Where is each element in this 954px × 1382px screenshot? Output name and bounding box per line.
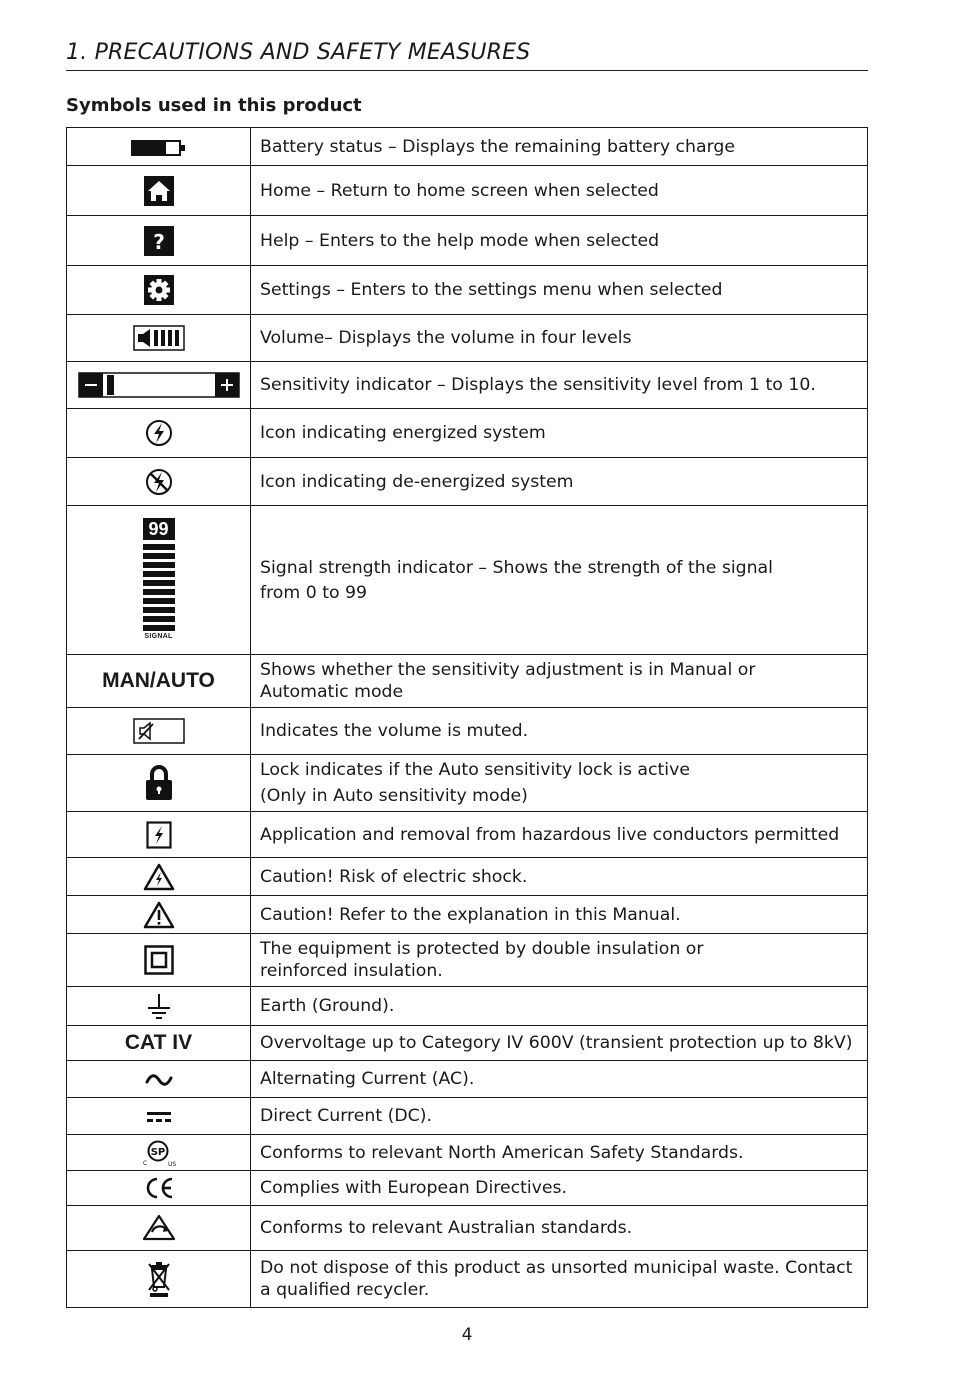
table-row (67, 128, 868, 166)
page-title: 1. PRECAUTIONS AND SAFETY MEASURES (66, 40, 868, 71)
row-description: Alternating Current (AC). (251, 1061, 868, 1098)
row-description: Caution! Risk of electric shock. (251, 858, 868, 896)
dc-icon (145, 1110, 173, 1124)
row-description: Settings – Enters to the settings menu when selected (251, 266, 868, 315)
symbols-table (66, 127, 868, 1308)
weee-bin-icon (147, 1260, 171, 1298)
page-number: 4 (461, 1325, 473, 1345)
row-description: Earth (Ground). (251, 987, 868, 1026)
sensitivity-slider-icon (78, 372, 240, 398)
ce-mark-icon (143, 1176, 175, 1200)
row-description-line: The equipment is protected by double insulation or (260, 939, 704, 959)
row-description: Icon indicating energized system (251, 409, 868, 458)
section-title: Symbols used in this product (66, 95, 362, 116)
table-row (67, 1135, 868, 1171)
table-row (67, 1026, 868, 1061)
row-description: Complies with European Directives. (251, 1171, 868, 1206)
battery-icon (131, 140, 187, 156)
table-row (67, 1206, 868, 1251)
table-row (67, 1098, 868, 1135)
row-description: Indicates the volume is muted. (251, 708, 868, 755)
table-row (67, 755, 868, 812)
table-row (67, 1061, 868, 1098)
ac-icon (145, 1072, 173, 1088)
mute-icon (133, 718, 185, 744)
table-row (67, 166, 868, 216)
home-icon (144, 176, 174, 206)
help-icon (144, 226, 174, 256)
table-row (67, 812, 868, 858)
row-description: Help – Enters to the help mode when selected (251, 216, 868, 266)
svg-text:C: C (142, 1159, 147, 1167)
row-description: Direct Current (DC). (251, 1098, 868, 1135)
table-row (67, 934, 868, 987)
row-description-line: Signal strength indicator – Shows the strength of the signal (260, 557, 773, 578)
row-description-line: Lock indicates if the Auto sensitivity lock is active (260, 760, 690, 780)
energized-icon (145, 419, 173, 447)
row-description: Battery status – Displays the remaining battery charge (251, 128, 868, 166)
svg-text:?: ? (152, 229, 165, 254)
table-row (67, 315, 868, 362)
table-row (67, 708, 868, 755)
row-description-line: (Only in Auto sensitivity mode) (260, 786, 528, 806)
row-description: Do not dispose of this product as unsorted municipal waste. Contact a qualified recycler. (251, 1251, 868, 1308)
de-energized-icon (145, 468, 173, 496)
row-description-line: reinforced insulation. (260, 961, 443, 981)
svg-text:US: US (167, 1160, 176, 1168)
table-row (67, 362, 868, 409)
electric-shock-warning-icon (143, 863, 175, 891)
row-description: Overvoltage up to Category IV 600V (transient protection up to 8kV) (251, 1026, 868, 1061)
live-conductor-icon (146, 821, 172, 849)
row-description: Sensitivity indicator – Displays the sensitivity level from 1 to 10. (251, 362, 868, 409)
settings-gear-icon (144, 275, 174, 305)
table-row (67, 858, 868, 896)
caution-warning-icon (143, 901, 175, 929)
volume-icon (133, 325, 185, 351)
row-description: Home – Return to home screen when selected (251, 166, 868, 216)
row-description-line: Automatic mode (260, 682, 404, 702)
lock-icon (144, 764, 174, 802)
table-row (67, 216, 868, 266)
table-row (67, 409, 868, 458)
row-description: Caution! Refer to the explanation in this Manual. (251, 896, 868, 934)
row-description: Conforms to relevant Australian standards. (251, 1206, 868, 1251)
csa-icon (139, 1138, 179, 1168)
table-row (67, 1251, 868, 1308)
signal-value: 99 (143, 518, 175, 540)
table-row (67, 458, 868, 506)
table-row (67, 506, 868, 655)
table-row (67, 655, 868, 708)
row-description: Application and removal from hazardous live conductors permitted (251, 812, 868, 858)
double-insulation-icon (144, 945, 174, 975)
table-row (67, 896, 868, 934)
man-auto-label: MAN/AUTO (102, 669, 215, 692)
signal-label: SIGNAL (144, 633, 173, 640)
row-description-line: Shows whether the sensitivity adjustment is in Manual or (260, 660, 756, 680)
table-row (67, 987, 868, 1026)
table-row (67, 1171, 868, 1206)
row-description: Conforms to relevant North American Safety Standards. (251, 1135, 868, 1171)
table-row (67, 266, 868, 315)
row-description-line: from 0 to 99 (260, 582, 368, 603)
signal-strength-icon (143, 518, 175, 640)
row-description: Icon indicating de-energized system (251, 458, 868, 506)
signal-bars (143, 544, 175, 631)
cat-iv-label: CAT IV (124, 1031, 193, 1054)
row-description: Volume– Displays the volume in four levels (251, 315, 868, 362)
earth-ground-icon (146, 992, 172, 1020)
rcm-icon (142, 1214, 176, 1242)
svg-text:SP: SP (150, 1146, 165, 1158)
